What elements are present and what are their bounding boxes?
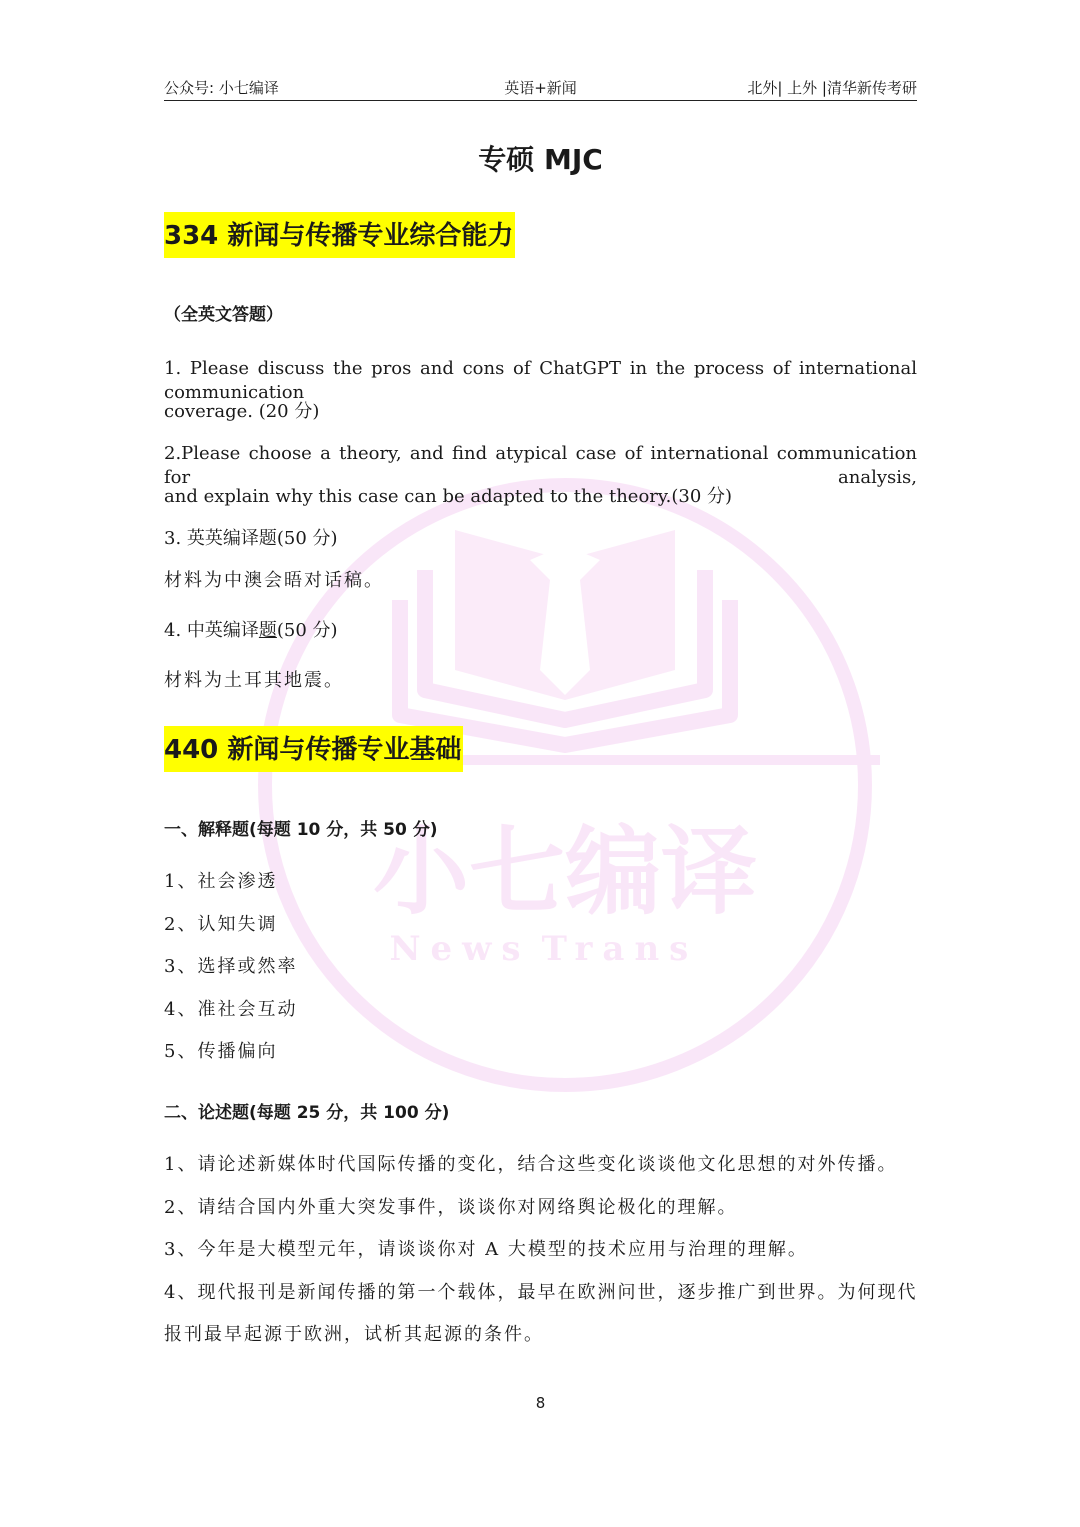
essay-question-3: 3、今年是大模型元年，请谈谈你对 A 大模型的技术应用与治理的理解。: [164, 1239, 808, 1260]
question-4-prefix: 4. 中英编译: [164, 620, 259, 641]
page-header: [164, 78, 917, 101]
term-item: 4、准社会互动: [164, 999, 298, 1020]
question-1-line-2: coverage. (20 分): [164, 401, 320, 422]
question-2-line-2: and explain why this case can be adapted to the theory.(30 分): [164, 486, 733, 507]
term-item: 1、社会渗透: [164, 871, 278, 892]
essay-question-4-line-2: 报刊最早起源于欧洲，试析其起源的条件。: [164, 1324, 544, 1345]
question-4-underlined: 题: [258, 620, 277, 641]
header-right: 北外| 上外 |清华新传考研: [747, 79, 917, 97]
header-center: 英语+新闻: [504, 79, 577, 97]
question-3-material: 材料为中澳会晤对话稿。: [164, 570, 384, 591]
page-number: 8: [535, 1394, 546, 1412]
part-1-title: 一、解释题(每题 10 分，共 50 分): [164, 820, 438, 840]
watermark-tagline-left: News: [389, 929, 531, 969]
question-4: [164, 619, 338, 643]
term-item: 2、认知失调: [164, 914, 278, 935]
watermark-tagline-right: Trans: [541, 929, 699, 969]
question-4-material: 材料为土耳其地震。: [164, 670, 344, 691]
document-title: 专硕 MJC: [478, 143, 603, 176]
essay-question-2: 2、请结合国内外重大突发事件，谈谈你对网络舆论极化的理解。: [164, 1197, 738, 1218]
question-1-line-1: 1. Please discuss the pros and cons of ChatGPT in the process of international communication: [164, 358, 917, 403]
question-3: 3. 英英编译题(50 分): [164, 528, 338, 549]
section-440-title: 440 新闻与传播专业基础: [164, 726, 463, 772]
document-page: [164, 0, 917, 1527]
term-item: 3、选择或然率: [164, 956, 298, 977]
section-334-title: 334 新闻与传播专业综合能力: [164, 212, 515, 258]
part-2-title: 二、论述题(每题 25 分，共 100 分): [164, 1103, 450, 1123]
section-334-note: （全英文答题）: [164, 305, 283, 325]
essay-question-4-line-1: 4、现代报刊是新闻传播的第一个载体，最早在欧洲问世，逐步推广到世界。为何现代: [164, 1282, 918, 1303]
term-item: 5、传播偏向: [164, 1041, 278, 1062]
question-4-suffix: (50 分): [276, 620, 338, 641]
watermark-brand: 小七编译: [373, 816, 757, 928]
essay-question-1: 1、请论述新媒体时代国际传播的变化，结合这些变化谈谈他文化思想的对外传播。: [164, 1154, 898, 1175]
header-left: 公众号: 小七编译: [164, 79, 279, 97]
question-2-line-1: 2.Please choose a theory, and find atypical case of international communication for analysis,: [164, 443, 917, 488]
